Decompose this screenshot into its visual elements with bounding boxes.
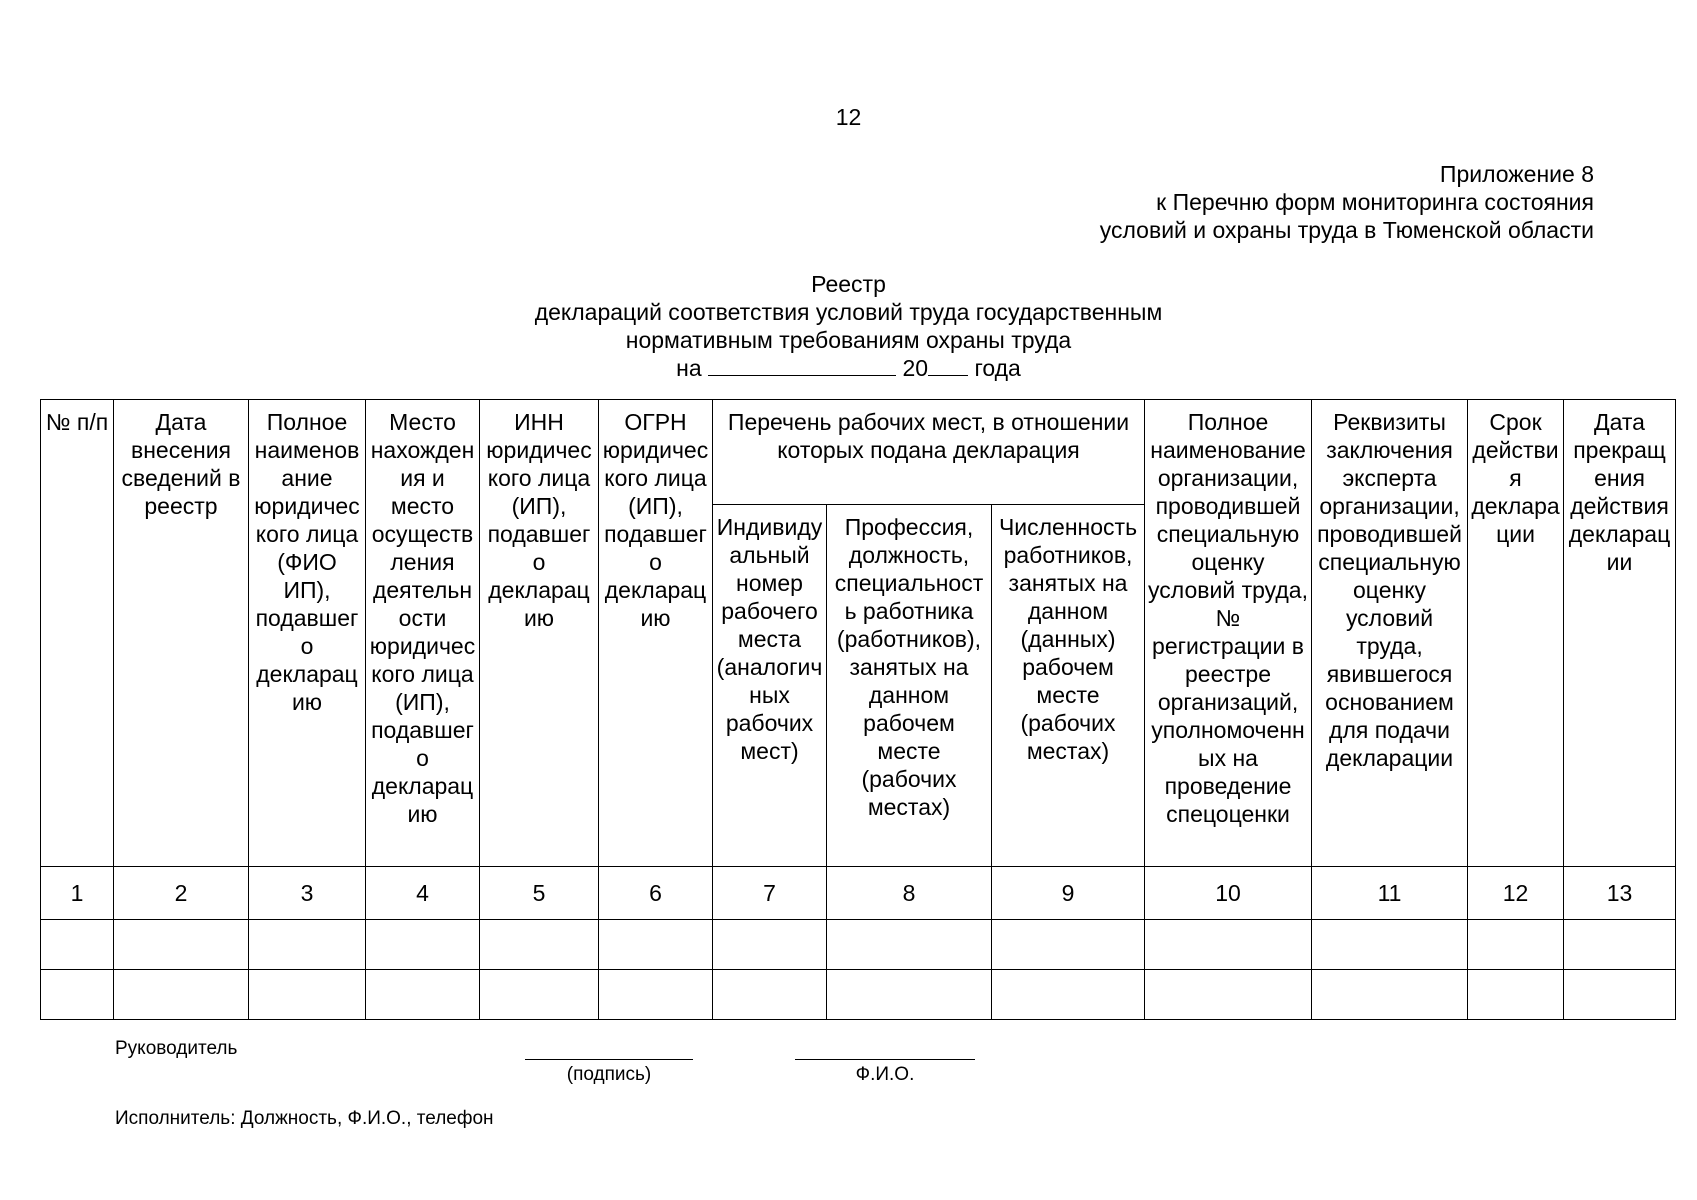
table-row [41, 970, 1676, 1020]
title-line-1: Реестр [811, 271, 886, 297]
signature-caption: (подпись) [566, 1064, 652, 1085]
header-group-workplaces: Перечень рабочих мест, в отношении которых подана декларация [713, 400, 1145, 505]
column-number: 10 [1145, 867, 1312, 920]
appendix-line-1: Приложение 8 [1439, 161, 1594, 187]
executor-line: Исполнитель: Должность, Ф.И.О., телефон [115, 1108, 494, 1129]
header-col-3: Полное наименование юридического лица (ФИО ИП), подавшего декларацию [249, 400, 366, 867]
table-cell [713, 970, 827, 1020]
header-col-7: Индивидуальный номер рабочего места (аналогичных рабочих мест) [713, 505, 827, 867]
column-number: 1 [41, 867, 114, 920]
table-cell [599, 970, 713, 1020]
table-cell [114, 970, 249, 1020]
header-col-5: ИНН юридического лица (ИП), подавшего декларацию [480, 400, 599, 867]
table-cell [599, 920, 713, 970]
title-line-3: нормативным требованиям охраны труда [625, 327, 1072, 353]
column-number: 3 [249, 867, 366, 920]
header-col-6: ОГРН юридического лица (ИП), подавшего декларацию [599, 400, 713, 867]
column-number: 5 [480, 867, 599, 920]
table-cell [114, 920, 249, 970]
date-year: 20 [902, 355, 929, 381]
table-cell [249, 970, 366, 1020]
column-number: 9 [992, 867, 1145, 920]
table-cell [480, 920, 599, 970]
table-cell [1564, 970, 1676, 1020]
year-blank [928, 355, 968, 376]
appendix-line-2: к Перечню форм мониторинга состояния [1156, 189, 1594, 215]
header-col-2: Дата внесения сведений в реестр [114, 400, 249, 867]
head-label: Руководитель [115, 1038, 238, 1059]
table-cell [249, 920, 366, 970]
header-col-11: Реквизиты заключения эксперта организации, проводившей специальную оценку условий труда, явившегося основанием для подачи декларации [1312, 400, 1468, 867]
header-col-12: Срок действия декларации [1468, 400, 1564, 867]
column-number: 7 [713, 867, 827, 920]
table-cell [480, 970, 599, 1020]
header-col-13: Дата прекращения действия декларации [1564, 400, 1676, 867]
date-blank [708, 355, 896, 376]
table-cell [1468, 920, 1564, 970]
table-cell [1145, 920, 1312, 970]
column-number: 6 [599, 867, 713, 920]
name-line [795, 1059, 975, 1060]
column-number: 12 [1468, 867, 1564, 920]
table-cell [992, 920, 1145, 970]
column-number: 8 [827, 867, 992, 920]
column-number: 2 [114, 867, 249, 920]
header-col-8: Профессия, должность, специальность работника (работников), занятых на данном рабочем месте (рабочих местах) [827, 505, 992, 867]
column-number: 13 [1564, 867, 1676, 920]
table-cell [41, 970, 114, 1020]
title-date-line [0, 354, 1697, 382]
table-cell [827, 920, 992, 970]
header-col-4: Место нахождения и место осуществления деятельности юридического лица (ИП), подавшего декларацию [366, 400, 480, 867]
date-prefix: на [676, 355, 702, 381]
table-cell [1468, 970, 1564, 1020]
header-col-9: Численность работников, занятых на данном (данных) рабочем месте (рабочих местах) [992, 505, 1145, 867]
appendix-line-3: условий и охраны труда в Тюменской области [1099, 217, 1594, 243]
appendix-note [1100, 160, 1594, 244]
column-number: 4 [366, 867, 480, 920]
document-title [0, 270, 1697, 382]
table-cell [713, 920, 827, 970]
registry-table [40, 399, 1676, 1020]
name-caption: Ф.И.О. [855, 1064, 915, 1085]
header-col-10: Полное наименование организации, проводившей специальную оценку условий труда, № регистрации в реестре организаций, уполномоченных на проведение спецоценки [1145, 400, 1312, 867]
table-cell [1564, 920, 1676, 970]
table-cell [827, 970, 992, 1020]
date-suffix: года [974, 355, 1021, 381]
column-number: 11 [1312, 867, 1468, 920]
title-line-2: деклараций соответствия условий труда государственным [534, 299, 1163, 325]
table-row [41, 920, 1676, 970]
table-cell [366, 970, 480, 1020]
table-cell [992, 970, 1145, 1020]
page-number: 12 [835, 104, 862, 130]
table-cell [1312, 970, 1468, 1020]
table-cell [1145, 970, 1312, 1020]
signature-line [525, 1059, 693, 1060]
header-col-1: № п/п [41, 400, 114, 867]
table-cell [366, 920, 480, 970]
table-cell [41, 920, 114, 970]
column-number-row [41, 867, 1676, 920]
table-cell [1312, 920, 1468, 970]
